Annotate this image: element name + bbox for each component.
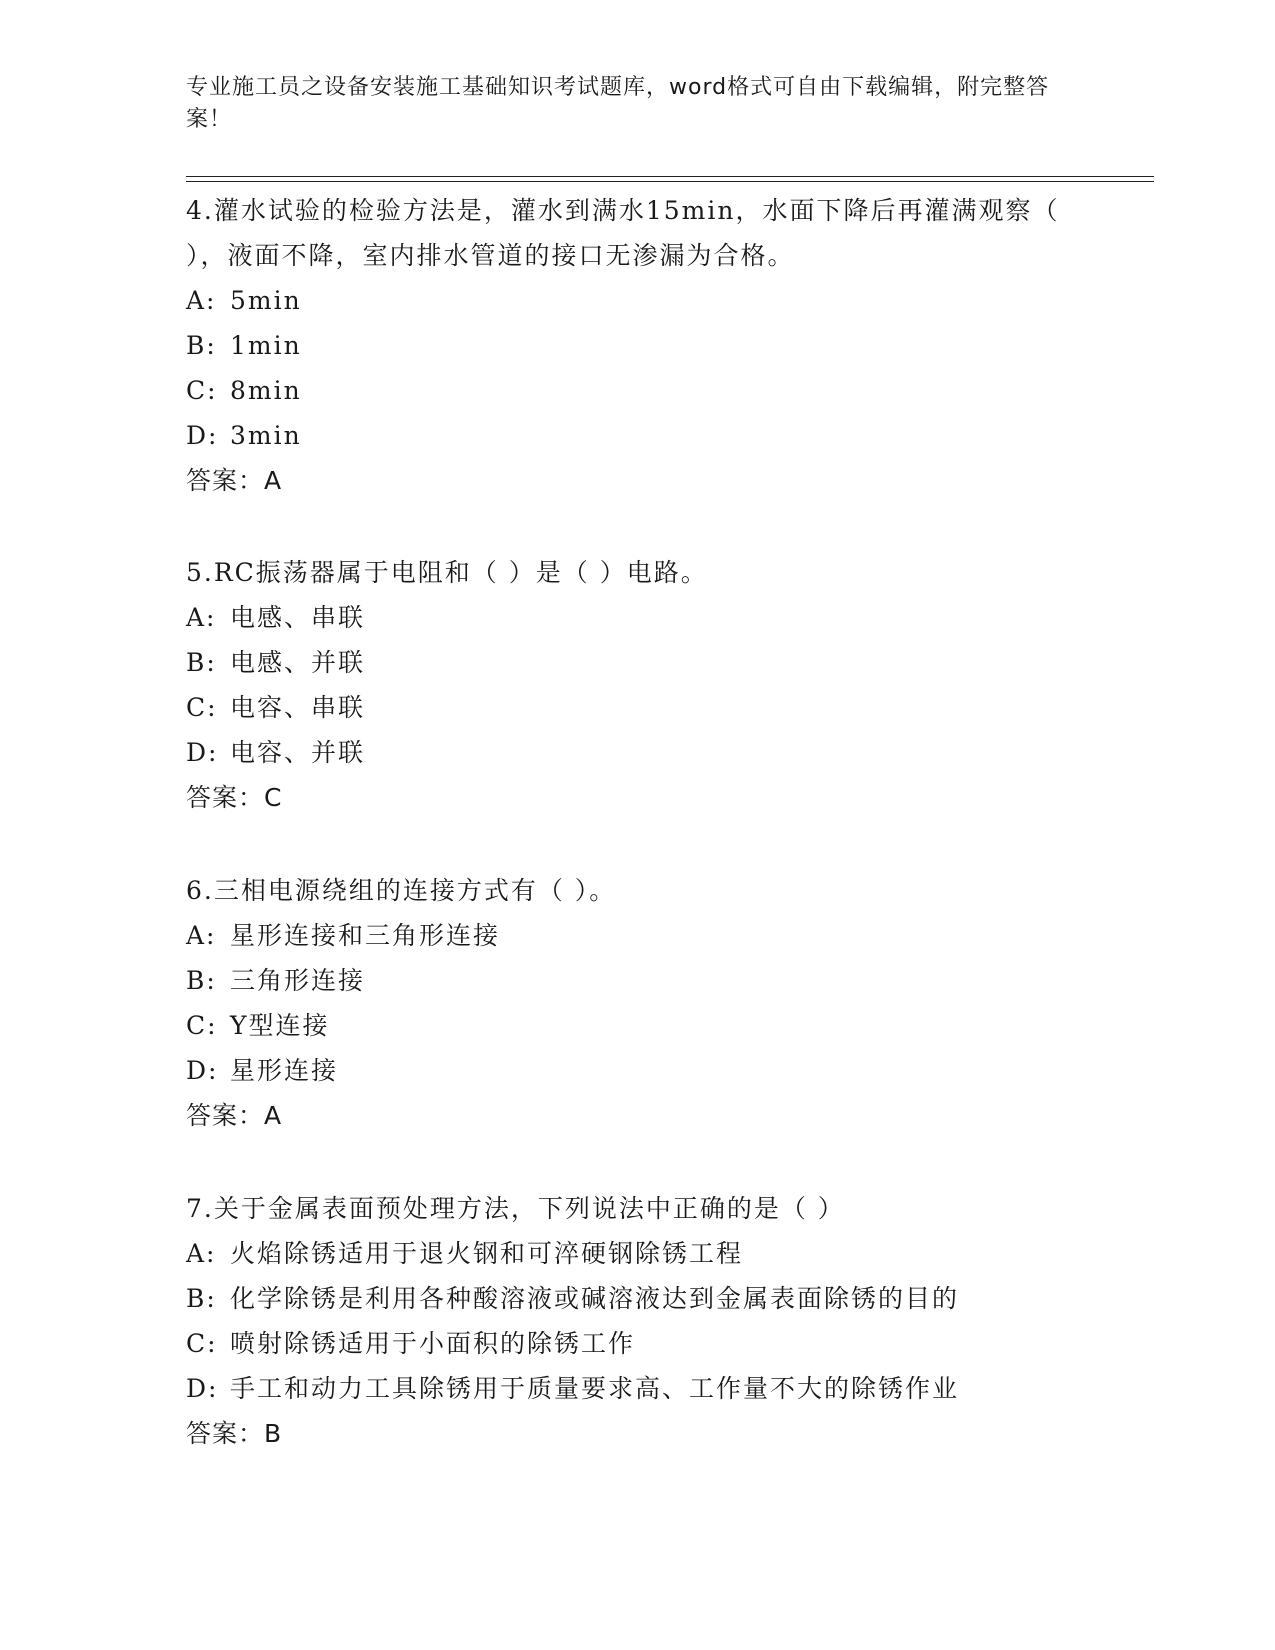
option-label: A: (186, 1239, 217, 1268)
option-d (186, 1366, 1086, 1411)
question-stem: 4.灌水试验的检验方法是，灌水到满水15min，水面下降后再灌满观察（ ），液面不降，室内排水管道的接口无渗漏为合格。 (186, 196, 1060, 270)
option-label: B: (186, 1284, 217, 1313)
option-text: 三角形连接 (230, 966, 366, 995)
option-label: B: (186, 966, 217, 995)
option-text: 喷射除锈适用于小面积的除锈工作 (230, 1329, 636, 1358)
question-block-6 (186, 868, 1086, 1138)
option-c (186, 1321, 1086, 1366)
option-b (186, 640, 1086, 685)
option-label: D: (186, 421, 219, 450)
question-block-7 (186, 1186, 1086, 1456)
option-text: 电感、并联 (230, 648, 366, 677)
option-text: 5min (230, 286, 302, 315)
option-label: B: (186, 331, 217, 360)
header-divider-top (186, 176, 1154, 177)
option-a (186, 1231, 1086, 1276)
option-text: 8min (230, 376, 302, 405)
option-label: D: (186, 738, 219, 767)
option-b (186, 1276, 1086, 1321)
header-divider-bottom (186, 181, 1154, 182)
option-d (186, 1048, 1086, 1093)
option-text: 手工和动力工具除锈用于质量要求高、工作量不大的除锈作业 (230, 1374, 960, 1403)
question-block-5 (186, 550, 1086, 820)
question-stem: 5.RC振荡器属于电阻和（ ）是（ ）电路。 (186, 558, 708, 587)
option-a (186, 278, 1086, 323)
option-d (186, 413, 1086, 458)
option-label: C: (186, 376, 218, 405)
option-label: B: (186, 648, 217, 677)
option-label: D: (186, 1374, 219, 1403)
option-text: 电容、并联 (230, 738, 366, 767)
option-d (186, 730, 1086, 775)
answer-line: 答案：C (186, 783, 283, 812)
option-text: 3min (230, 421, 302, 450)
option-c (186, 368, 1086, 413)
option-c (186, 1003, 1086, 1048)
option-text: Y型连接 (230, 1011, 330, 1040)
option-b (186, 323, 1086, 368)
option-text: 电容、串联 (230, 693, 366, 722)
option-label: C: (186, 1329, 218, 1358)
option-label: A: (186, 286, 217, 315)
question-block-4 (186, 188, 1086, 503)
option-text: 星形连接 (230, 1056, 339, 1085)
option-text: 电感、串联 (230, 603, 366, 632)
option-label: C: (186, 693, 218, 722)
option-label: A: (186, 921, 217, 950)
question-stem: 6.三相电源绕组的连接方式有（ ）。 (186, 876, 617, 905)
option-text: 星形连接和三角形连接 (230, 921, 501, 950)
option-c (186, 685, 1086, 730)
answer-line: 答案：A (186, 1101, 283, 1130)
option-a (186, 913, 1086, 958)
option-text: 火焰除锈适用于退火钢和可淬硬钢除锈工程 (230, 1239, 744, 1268)
answer-line: 答案：A (186, 466, 283, 495)
option-label: D: (186, 1056, 219, 1085)
option-label: A: (186, 603, 217, 632)
option-label: C: (186, 1011, 218, 1040)
document-header-title: 专业施工员之设备安装施工基础知识考试题库，word格式可自由下载编辑，附完整答案！ (186, 75, 1050, 132)
question-stem: 7.关于金属表面预处理方法，下列说法中正确的是（ ） (186, 1194, 845, 1223)
answer-line: 答案：B (186, 1419, 283, 1448)
option-a (186, 595, 1086, 640)
option-text: 化学除锈是利用各种酸溶液或碱溶液达到金属表面除锈的目的 (230, 1284, 960, 1313)
option-text: 1min (230, 331, 302, 360)
option-b (186, 958, 1086, 1003)
